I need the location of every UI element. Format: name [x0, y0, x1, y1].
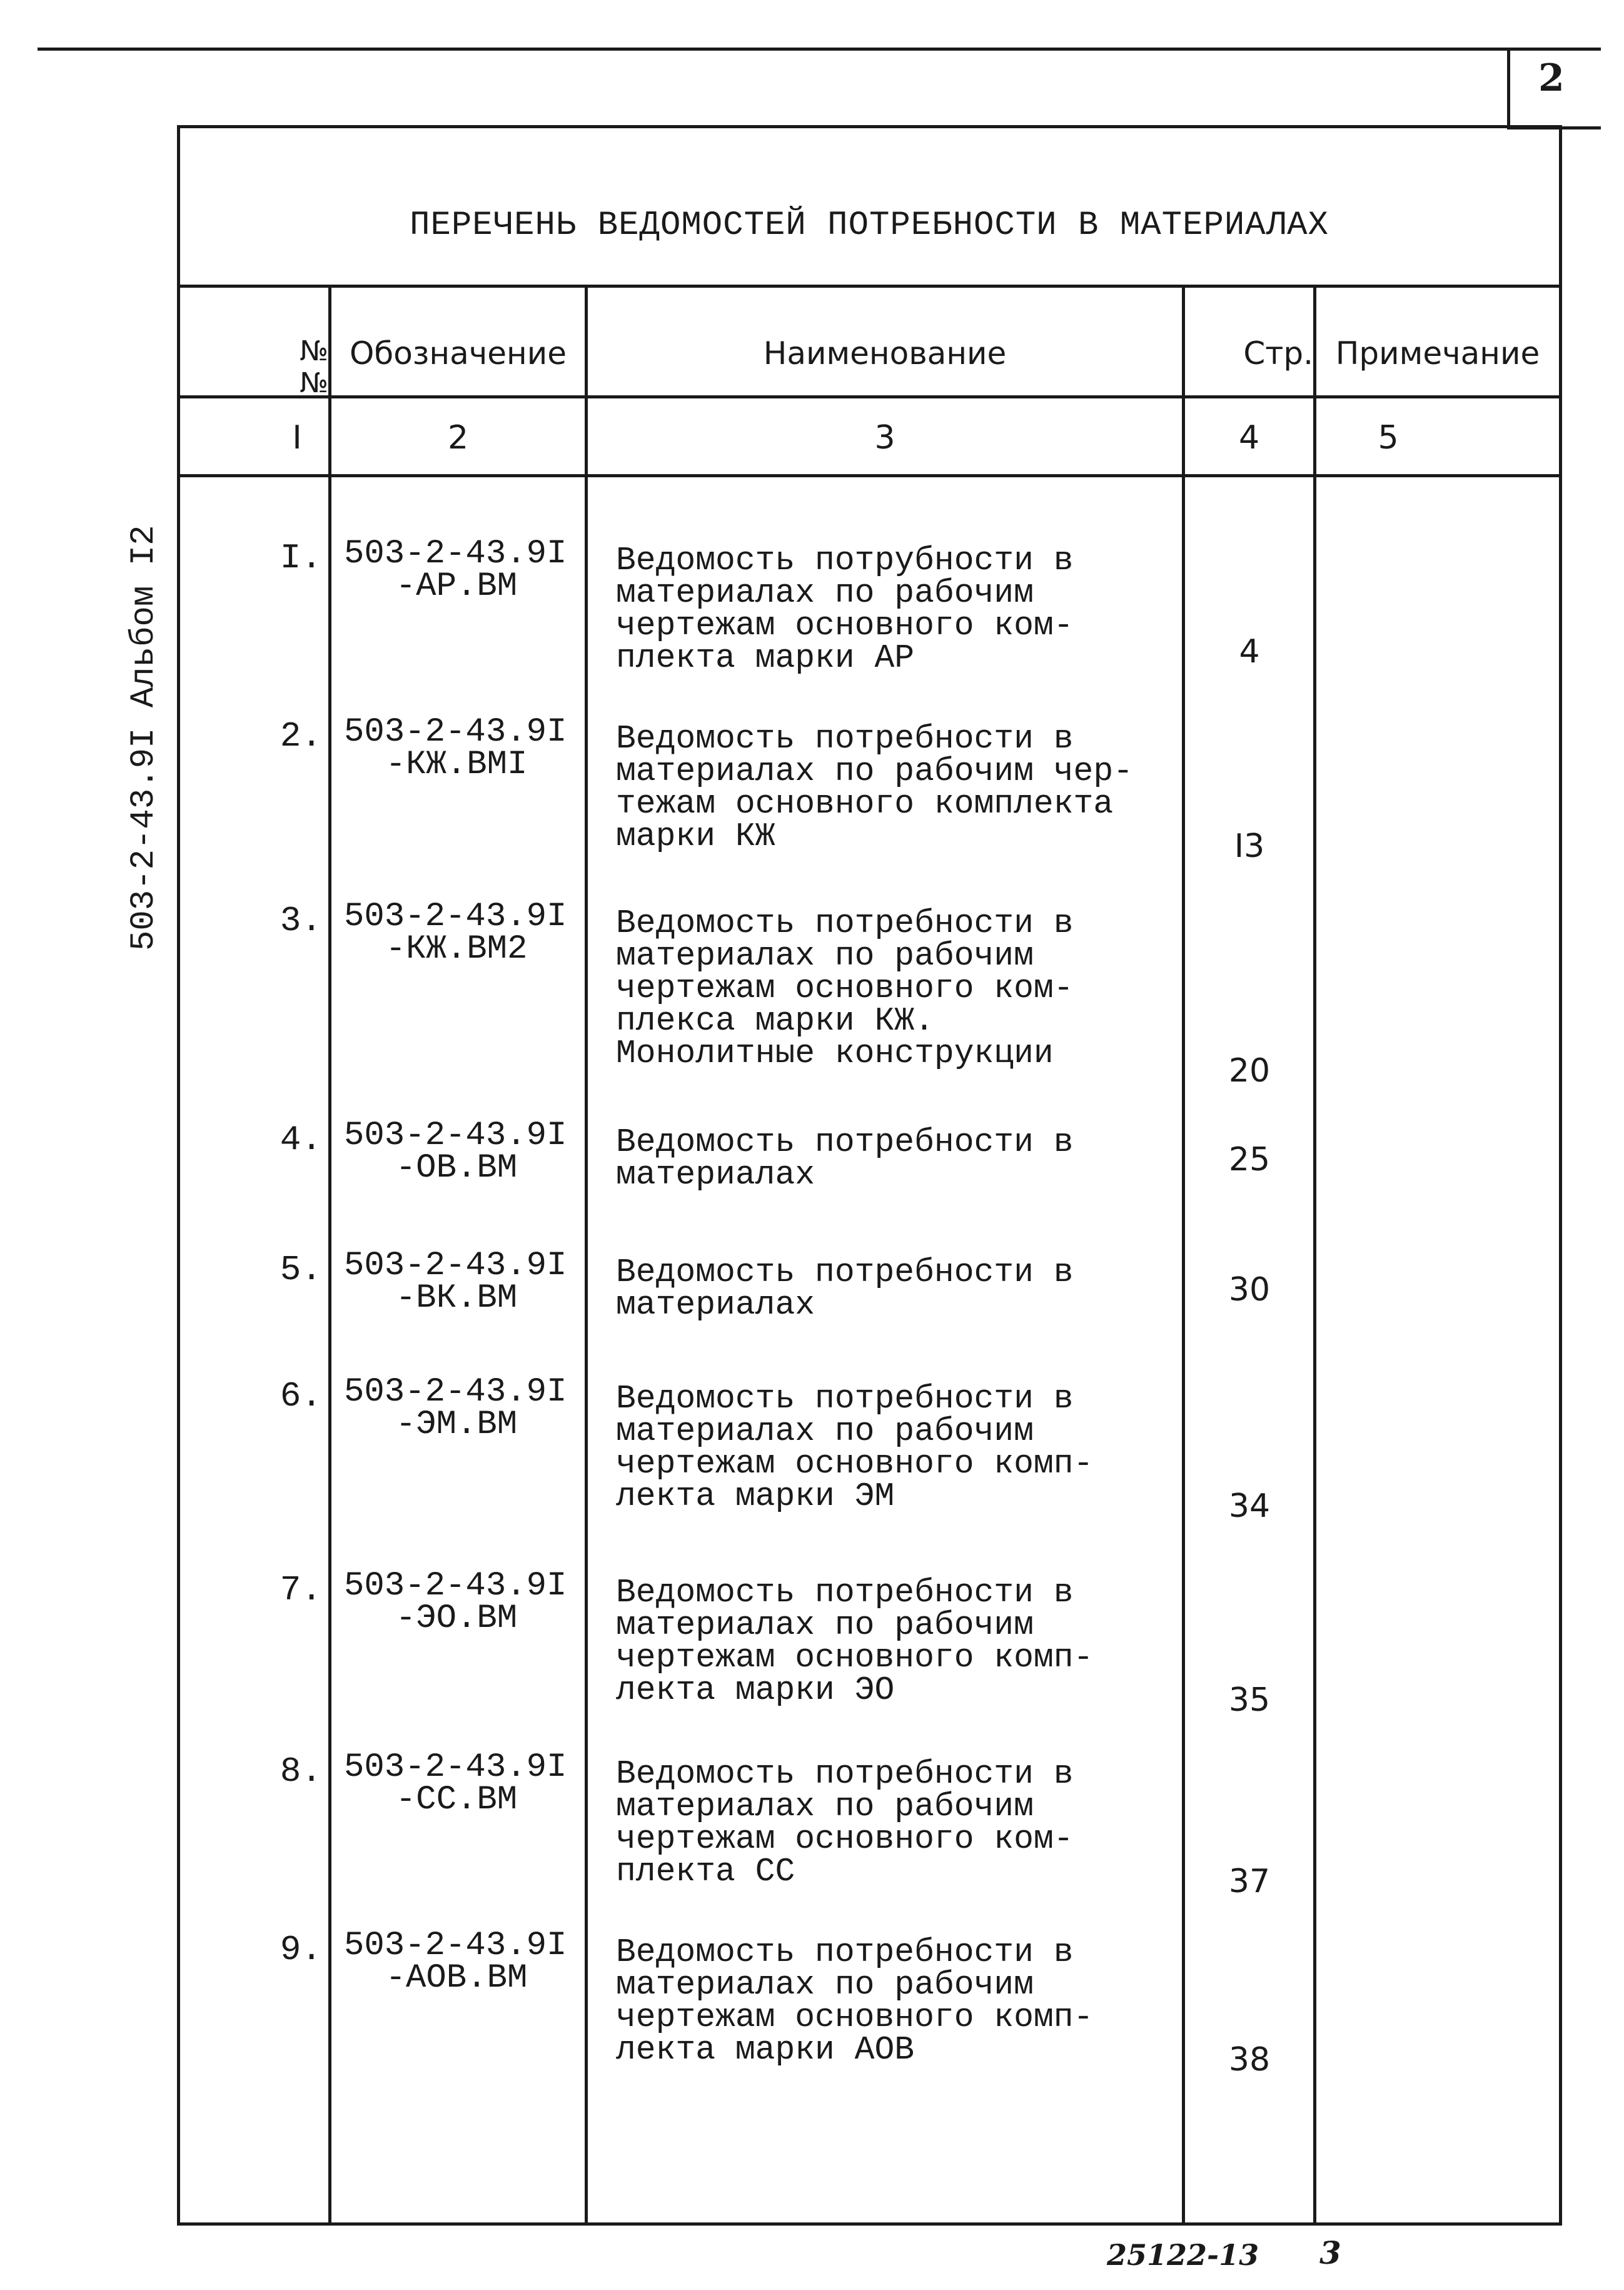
row-title-line: Ведомость потребности в: [616, 1254, 1074, 1291]
row-title-line: Ведомость потребности в: [616, 1574, 1074, 1611]
sheet-number: 3: [1319, 2234, 1341, 2271]
row-title-line: материалах: [616, 1156, 815, 1193]
row-designation: 503-2-43.9I: [344, 1373, 567, 1411]
col-number-5: 5: [1378, 419, 1399, 457]
col-header-code: Обозначение: [350, 335, 567, 372]
row-designation: 503-2-43.9I: [344, 713, 567, 751]
row-page: 35: [1228, 1681, 1271, 1719]
row-designation: -ЭМ.ВМ: [395, 1406, 518, 1444]
row-title-line: материалах: [616, 1286, 815, 1324]
row-title-line: чертежам основного комп-: [616, 1445, 1094, 1482]
row-title-line: Ведомость потребности в: [616, 904, 1074, 942]
row-page: 37: [1228, 1863, 1271, 1900]
row-number: 7.: [280, 1570, 322, 1610]
colnum-rule: [177, 474, 1562, 477]
side-label: 503-2-43.9I Альбом I2: [125, 525, 163, 951]
row-title-line: Ведомость потребности в: [616, 1755, 1074, 1793]
row-number: 6.: [280, 1376, 322, 1416]
col-number-4: 4: [1238, 419, 1260, 457]
col-number-2: 2: [447, 419, 469, 457]
row-number: 5.: [280, 1250, 322, 1290]
row-number: I.: [280, 538, 322, 578]
row-designation: -КЖ.ВМI: [385, 746, 528, 784]
row-title-line: чертежам основного ком-: [616, 1820, 1074, 1858]
row-title-line: чертежам основного комп-: [616, 1999, 1094, 2036]
row-title-line: марки КЖ: [616, 818, 775, 855]
row-designation: -СС.ВМ: [395, 1781, 518, 1819]
row-title-line: Ведомость потребности в: [616, 1933, 1074, 1971]
row-designation: 503-2-43.9I: [344, 1927, 567, 1965]
row-title-line: Ведомость потребности в: [616, 1380, 1074, 1417]
row-designation: 503-2-43.9I: [344, 1748, 567, 1786]
row-designation: -ОВ.ВМ: [395, 1149, 518, 1187]
col-header-num: №№: [300, 335, 328, 399]
row-title-line: материалах по рабочим: [616, 574, 1034, 612]
page-number: 2: [1538, 56, 1565, 100]
row-title-line: плекта марки АР: [616, 639, 915, 677]
row-title-line: материалах по рабочим чер-: [616, 752, 1133, 790]
row-designation: -ВК.ВМ: [395, 1279, 518, 1317]
col-header-page: Стр.: [1243, 335, 1313, 372]
row-page: 20: [1228, 1052, 1271, 1090]
row-page: 38: [1228, 2041, 1271, 2079]
frame-right: [1559, 125, 1562, 2226]
row-title-line: Монолитные конструкции: [616, 1035, 1054, 1072]
row-title-line: лекта марки ЭО: [616, 1671, 895, 1709]
col-number-1: I: [292, 419, 302, 457]
row-title-line: материалах по рабочим: [616, 1788, 1034, 1825]
row-title-line: Ведомость потребности в: [616, 1123, 1074, 1161]
row-designation: 503-2-43.9I: [344, 535, 567, 573]
row-title-line: лекта марки АОВ: [616, 2031, 915, 2069]
top-rule: [38, 48, 1601, 51]
header-rule: [177, 395, 1562, 398]
row-designation: -АОВ.ВМ: [385, 1959, 528, 1997]
row-title-line: чертежам основного комп-: [616, 1639, 1094, 1676]
row-number: 4.: [280, 1120, 322, 1160]
row-designation: 503-2-43.9I: [344, 1247, 567, 1285]
page-number-box-left: [1507, 49, 1510, 129]
row-title-line: плекса марки КЖ.: [616, 1002, 934, 1040]
row-page: I3: [1234, 828, 1265, 865]
row-page: 30: [1228, 1271, 1271, 1309]
row-title-line: материалах по рабочим: [616, 937, 1034, 975]
row-page: 34: [1228, 1487, 1271, 1525]
frame-top: [177, 125, 1562, 128]
row-title-line: плекта СС: [616, 1853, 795, 1890]
frame-bottom: [177, 2222, 1562, 2226]
row-title-line: чертежам основного ком-: [616, 607, 1074, 644]
row-page: 25: [1228, 1141, 1271, 1178]
row-title-line: материалах по рабочим: [616, 1606, 1034, 1644]
row-designation: 503-2-43.9I: [344, 898, 567, 936]
row-designation: -ЭО.ВМ: [395, 1599, 518, 1638]
row-title-line: лекта марки ЭМ: [616, 1477, 895, 1515]
col-header-note: Примечание: [1335, 335, 1540, 372]
row-number: 8.: [280, 1751, 322, 1791]
row-title-line: чертежам основного ком-: [616, 970, 1074, 1007]
row-title-line: материалах по рабочим: [616, 1966, 1034, 2004]
col-header-name: Наименование: [763, 335, 1007, 372]
frame-left: [177, 125, 180, 2226]
col-divider-4: [1313, 285, 1316, 2224]
row-designation: 503-2-43.9I: [344, 1117, 567, 1155]
row-number: 9.: [280, 1930, 322, 1970]
col-divider-3: [1182, 285, 1185, 2224]
title-rule: [177, 285, 1562, 288]
page-title: ПЕРЕЧЕНЬ ВЕДОМОСТЕЙ ПОТРЕБНОСТИ В МАТЕРИАЛАХ: [410, 206, 1329, 245]
row-page: 4: [1239, 633, 1260, 671]
archive-code: 25122-13: [1107, 2238, 1259, 2272]
row-title-line: Ведомость потребности в: [616, 720, 1074, 757]
row-title-line: Ведомость потрубности в: [616, 542, 1074, 579]
row-number: 3.: [280, 901, 322, 941]
row-designation: -АР.ВМ: [395, 567, 518, 605]
row-title-line: материалах по рабочим: [616, 1412, 1034, 1450]
col-number-3: 3: [874, 419, 895, 457]
row-designation: -КЖ.ВМ2: [385, 930, 528, 968]
row-number: 2.: [280, 716, 322, 756]
row-title-line: тежам основного комплекта: [616, 785, 1114, 823]
row-designation: 503-2-43.9I: [344, 1567, 567, 1605]
